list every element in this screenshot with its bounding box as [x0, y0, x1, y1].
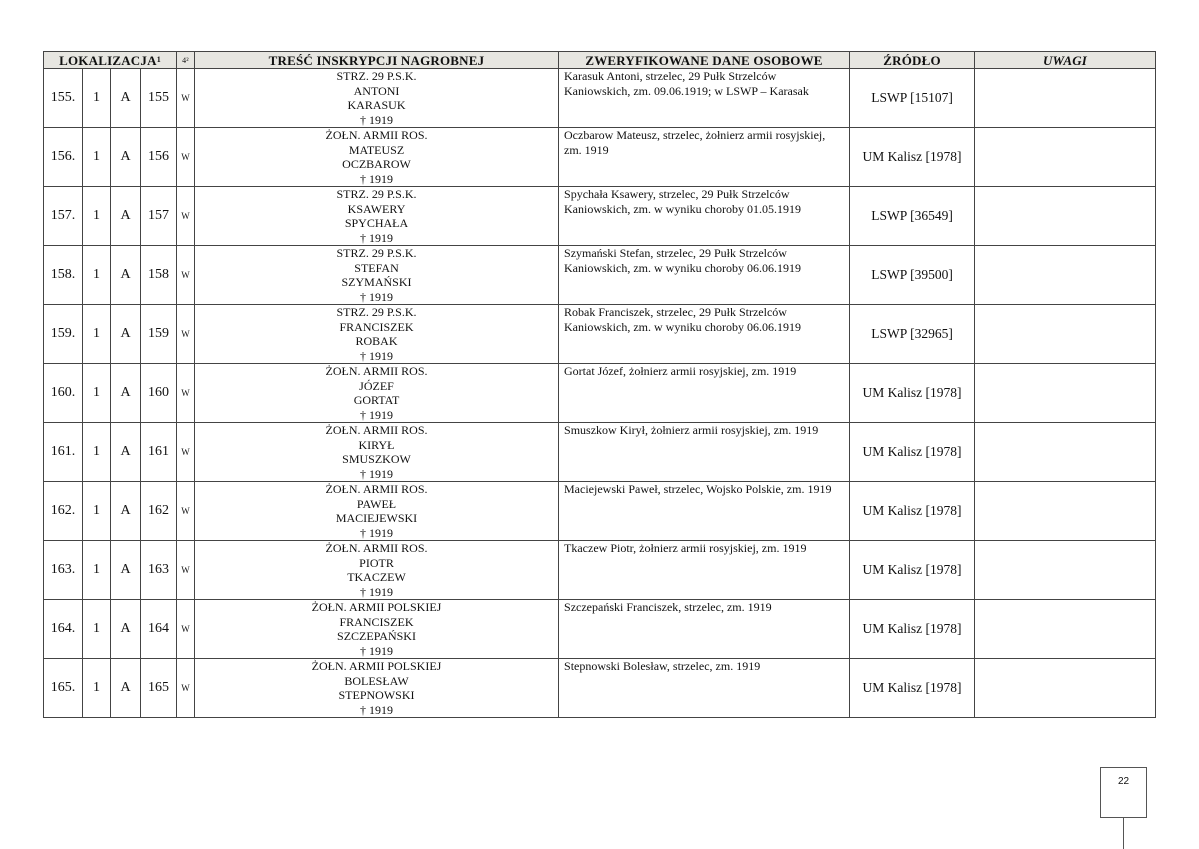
inscription-line: † 1919 — [360, 702, 394, 717]
personal-data-cell: Tkaczew Piotr, żołnierz armii rosyjskiej, zm. 1919 — [559, 541, 850, 600]
inscription-line: STRZ. 29 P.S.K. — [336, 187, 417, 201]
inscription-line: STRZ. 29 P.S.K. — [336, 69, 417, 83]
location-field-1: 1 — [83, 659, 111, 718]
inscription-line: † 1919 — [360, 171, 394, 186]
inscription-cell — [195, 128, 559, 187]
inscription-cell — [195, 187, 559, 246]
page-number-rule — [1123, 818, 1124, 849]
location-field-2: A — [111, 128, 141, 187]
marker-w: W — [177, 482, 195, 541]
header-col4: 4² — [177, 52, 195, 69]
source-cell: UM Kalisz [1978] — [850, 482, 975, 541]
table-row — [44, 364, 1156, 423]
notes-cell — [975, 659, 1156, 718]
location-field-1: 1 — [83, 246, 111, 305]
personal-data-cell: Szymański Stefan, strzelec, 29 Pułk Strzelców Kaniowskich, zm. w wyniku choroby 06.06.1919 — [559, 246, 850, 305]
inscription-line: † 1919 — [360, 525, 394, 540]
location-field-1: 1 — [83, 600, 111, 659]
row-number: 156. — [44, 128, 83, 187]
inscription-line: JÓZEF — [359, 378, 394, 393]
location-field-2: A — [111, 541, 141, 600]
inscription-line: † 1919 — [360, 112, 394, 127]
location-field-2: A — [111, 364, 141, 423]
inscription-cell — [195, 541, 559, 600]
personal-data-cell: Karasuk Antoni, strzelec, 29 Pułk Strzelców Kaniowskich, zm. 09.06.1919; w LSWP – Karasak — [559, 69, 850, 128]
inscription-line: ROBAK — [355, 334, 398, 348]
row-number: 158. — [44, 246, 83, 305]
inscription-line: † 1919 — [360, 466, 394, 481]
table-row — [44, 482, 1156, 541]
page-number: 22 — [1100, 767, 1147, 818]
notes-cell — [975, 364, 1156, 423]
notes-cell — [975, 541, 1156, 600]
row-number: 157. — [44, 187, 83, 246]
table-row — [44, 423, 1156, 482]
location-field-1: 1 — [83, 187, 111, 246]
location-field-1: 1 — [83, 541, 111, 600]
inscription-line: STEFAN — [354, 260, 399, 275]
table-row — [44, 659, 1156, 718]
source-cell: UM Kalisz [1978] — [850, 128, 975, 187]
location-field-3: 164 — [141, 600, 177, 659]
inscription-line: STRZ. 29 P.S.K. — [336, 246, 417, 260]
personal-data-cell: Spychała Ksawery, strzelec, 29 Pułk Strzelców Kaniowskich, zm. w wyniku choroby 01.05.1919 — [559, 187, 850, 246]
source-cell: UM Kalisz [1978] — [850, 423, 975, 482]
inscription-line: BOLESŁAW — [344, 673, 409, 688]
inscription-line: † 1919 — [360, 348, 394, 363]
inscription-line: TKACZEW — [347, 570, 406, 584]
inscription-line: PAWEŁ — [356, 496, 397, 511]
notes-cell — [975, 187, 1156, 246]
source-cell: UM Kalisz [1978] — [850, 541, 975, 600]
header-notes: UWAGI — [975, 52, 1156, 69]
source-cell: LSWP [32965] — [850, 305, 975, 364]
row-number: 161. — [44, 423, 83, 482]
marker-w: W — [177, 246, 195, 305]
inscription-line: KARASUK — [347, 98, 406, 112]
inscription-line: † 1919 — [360, 643, 394, 658]
inscription-line: KSAWERY — [347, 201, 406, 216]
location-field-3: 163 — [141, 541, 177, 600]
inscription-cell — [195, 600, 559, 659]
inscription-cell — [195, 423, 559, 482]
location-field-2: A — [111, 187, 141, 246]
row-number: 155. — [44, 69, 83, 128]
personal-data-cell: Stepnowski Bolesław, strzelec, zm. 1919 — [559, 659, 850, 718]
location-field-2: A — [111, 246, 141, 305]
inscription-line: † 1919 — [360, 230, 394, 245]
notes-cell — [975, 246, 1156, 305]
inscription-line: GORTAT — [353, 393, 400, 407]
inscription-cell — [195, 659, 559, 718]
grave-register-table — [43, 51, 1156, 718]
source-cell: LSWP [15107] — [850, 69, 975, 128]
source-cell: UM Kalisz [1978] — [850, 364, 975, 423]
row-number: 164. — [44, 600, 83, 659]
table-row — [44, 600, 1156, 659]
table-row — [44, 246, 1156, 305]
inscription-line: † 1919 — [360, 289, 394, 304]
notes-cell — [975, 482, 1156, 541]
table-row — [44, 541, 1156, 600]
personal-data-cell: Szczepański Franciszek, strzelec, zm. 1919 — [559, 600, 850, 659]
inscription-line: ŻOŁN. ARMII ROS. — [325, 541, 428, 555]
inscription-line: ŻOŁN. ARMII POLSKIEJ — [311, 600, 442, 614]
table-row — [44, 187, 1156, 246]
location-field-2: A — [111, 69, 141, 128]
row-number: 162. — [44, 482, 83, 541]
header-inscription: TREŚĆ INSKRYPCJI NAGROBNEJ — [195, 52, 559, 69]
inscription-cell — [195, 305, 559, 364]
location-field-2: A — [111, 659, 141, 718]
inscription-line: ŻOŁN. ARMII ROS. — [325, 482, 428, 496]
location-field-3: 157 — [141, 187, 177, 246]
row-number: 160. — [44, 364, 83, 423]
marker-w: W — [177, 128, 195, 187]
inscription-cell — [195, 69, 559, 128]
location-field-3: 158 — [141, 246, 177, 305]
row-number: 163. — [44, 541, 83, 600]
marker-w: W — [177, 69, 195, 128]
location-field-2: A — [111, 423, 141, 482]
marker-w: W — [177, 423, 195, 482]
inscription-cell — [195, 364, 559, 423]
location-field-2: A — [111, 482, 141, 541]
inscription-line: † 1919 — [360, 584, 394, 599]
inscription-line: PIOTR — [359, 555, 394, 570]
marker-w: W — [177, 364, 195, 423]
footnote-mark: 1 — [156, 54, 161, 64]
row-number: 159. — [44, 305, 83, 364]
location-field-3: 160 — [141, 364, 177, 423]
source-cell: UM Kalisz [1978] — [850, 659, 975, 718]
marker-w: W — [177, 659, 195, 718]
inscription-cell — [195, 246, 559, 305]
personal-data-cell: Gortat Józef, żołnierz armii rosyjskiej, zm. 1919 — [559, 364, 850, 423]
location-field-1: 1 — [83, 305, 111, 364]
source-cell: LSWP [39500] — [850, 246, 975, 305]
location-field-3: 161 — [141, 423, 177, 482]
inscription-line: ANTONI — [353, 83, 400, 98]
location-field-2: A — [111, 600, 141, 659]
inscription-line: MACIEJEWSKI — [335, 511, 418, 525]
marker-w: W — [177, 541, 195, 600]
marker-w: W — [177, 600, 195, 659]
location-field-3: 165 — [141, 659, 177, 718]
row-number: 165. — [44, 659, 83, 718]
inscription-line: ŻOŁN. ARMII ROS. — [325, 128, 428, 142]
inscription-line: STRZ. 29 P.S.K. — [336, 305, 417, 319]
inscription-line: ŻOŁN. ARMII ROS. — [325, 364, 428, 378]
location-field-2: A — [111, 305, 141, 364]
location-field-1: 1 — [83, 482, 111, 541]
personal-data-cell: Maciejewski Paweł, strzelec, Wojsko Polskie, zm. 1919 — [559, 482, 850, 541]
inscription-line: FRANCISZEK — [339, 614, 414, 629]
notes-cell — [975, 305, 1156, 364]
inscription-line: ŻOŁN. ARMII POLSKIEJ — [311, 659, 442, 673]
location-field-3: 156 — [141, 128, 177, 187]
location-field-1: 1 — [83, 423, 111, 482]
inscription-cell — [195, 482, 559, 541]
location-field-3: 159 — [141, 305, 177, 364]
inscription-line: MATEUSZ — [348, 142, 405, 157]
location-field-3: 155 — [141, 69, 177, 128]
source-cell: LSWP [36549] — [850, 187, 975, 246]
location-field-1: 1 — [83, 69, 111, 128]
inscription-line: KIRYŁ — [358, 437, 395, 452]
personal-data-cell: Robak Franciszek, strzelec, 29 Pułk Strzelców Kaniowskich, zm. w wyniku choroby 06.06.1919 — [559, 305, 850, 364]
notes-cell — [975, 600, 1156, 659]
notes-cell — [975, 423, 1156, 482]
inscription-line: ŻOŁN. ARMII ROS. — [325, 423, 428, 437]
header-row — [44, 52, 1156, 69]
personal-data-cell: Oczbarow Mateusz, strzelec, żołnierz armii rosyjskiej, zm. 1919 — [559, 128, 850, 187]
inscription-line: FRANCISZEK — [339, 319, 414, 334]
table-row — [44, 128, 1156, 187]
inscription-line: OCZBAROW — [342, 157, 411, 171]
inscription-line: STEPNOWSKI — [338, 688, 415, 702]
inscription-line: SPYCHAŁA — [344, 216, 409, 230]
header-lokalizacja: LOKALIZACJA$^1$ — [44, 52, 177, 69]
location-field-1: 1 — [83, 128, 111, 187]
inscription-line: SZCZEPAŃSKI — [337, 629, 416, 643]
personal-data-cell: Smuszkow Kirył, żołnierz armii rosyjskiej, zm. 1919 — [559, 423, 850, 482]
source-cell: UM Kalisz [1978] — [850, 600, 975, 659]
table-row — [44, 305, 1156, 364]
inscription-line: SZYMAŃSKI — [341, 275, 412, 289]
notes-cell — [975, 69, 1156, 128]
header-source: ŹRÓDŁO — [850, 52, 975, 69]
location-field-1: 1 — [83, 364, 111, 423]
inscription-line: † 1919 — [360, 407, 394, 422]
location-field-3: 162 — [141, 482, 177, 541]
table-row — [44, 69, 1156, 128]
marker-w: W — [177, 305, 195, 364]
inscription-line: SMUSZKOW — [342, 452, 411, 466]
marker-w: W — [177, 187, 195, 246]
header-personal-data: ZWERYFIKOWANE DANE OSOBOWE — [559, 52, 850, 69]
notes-cell — [975, 128, 1156, 187]
